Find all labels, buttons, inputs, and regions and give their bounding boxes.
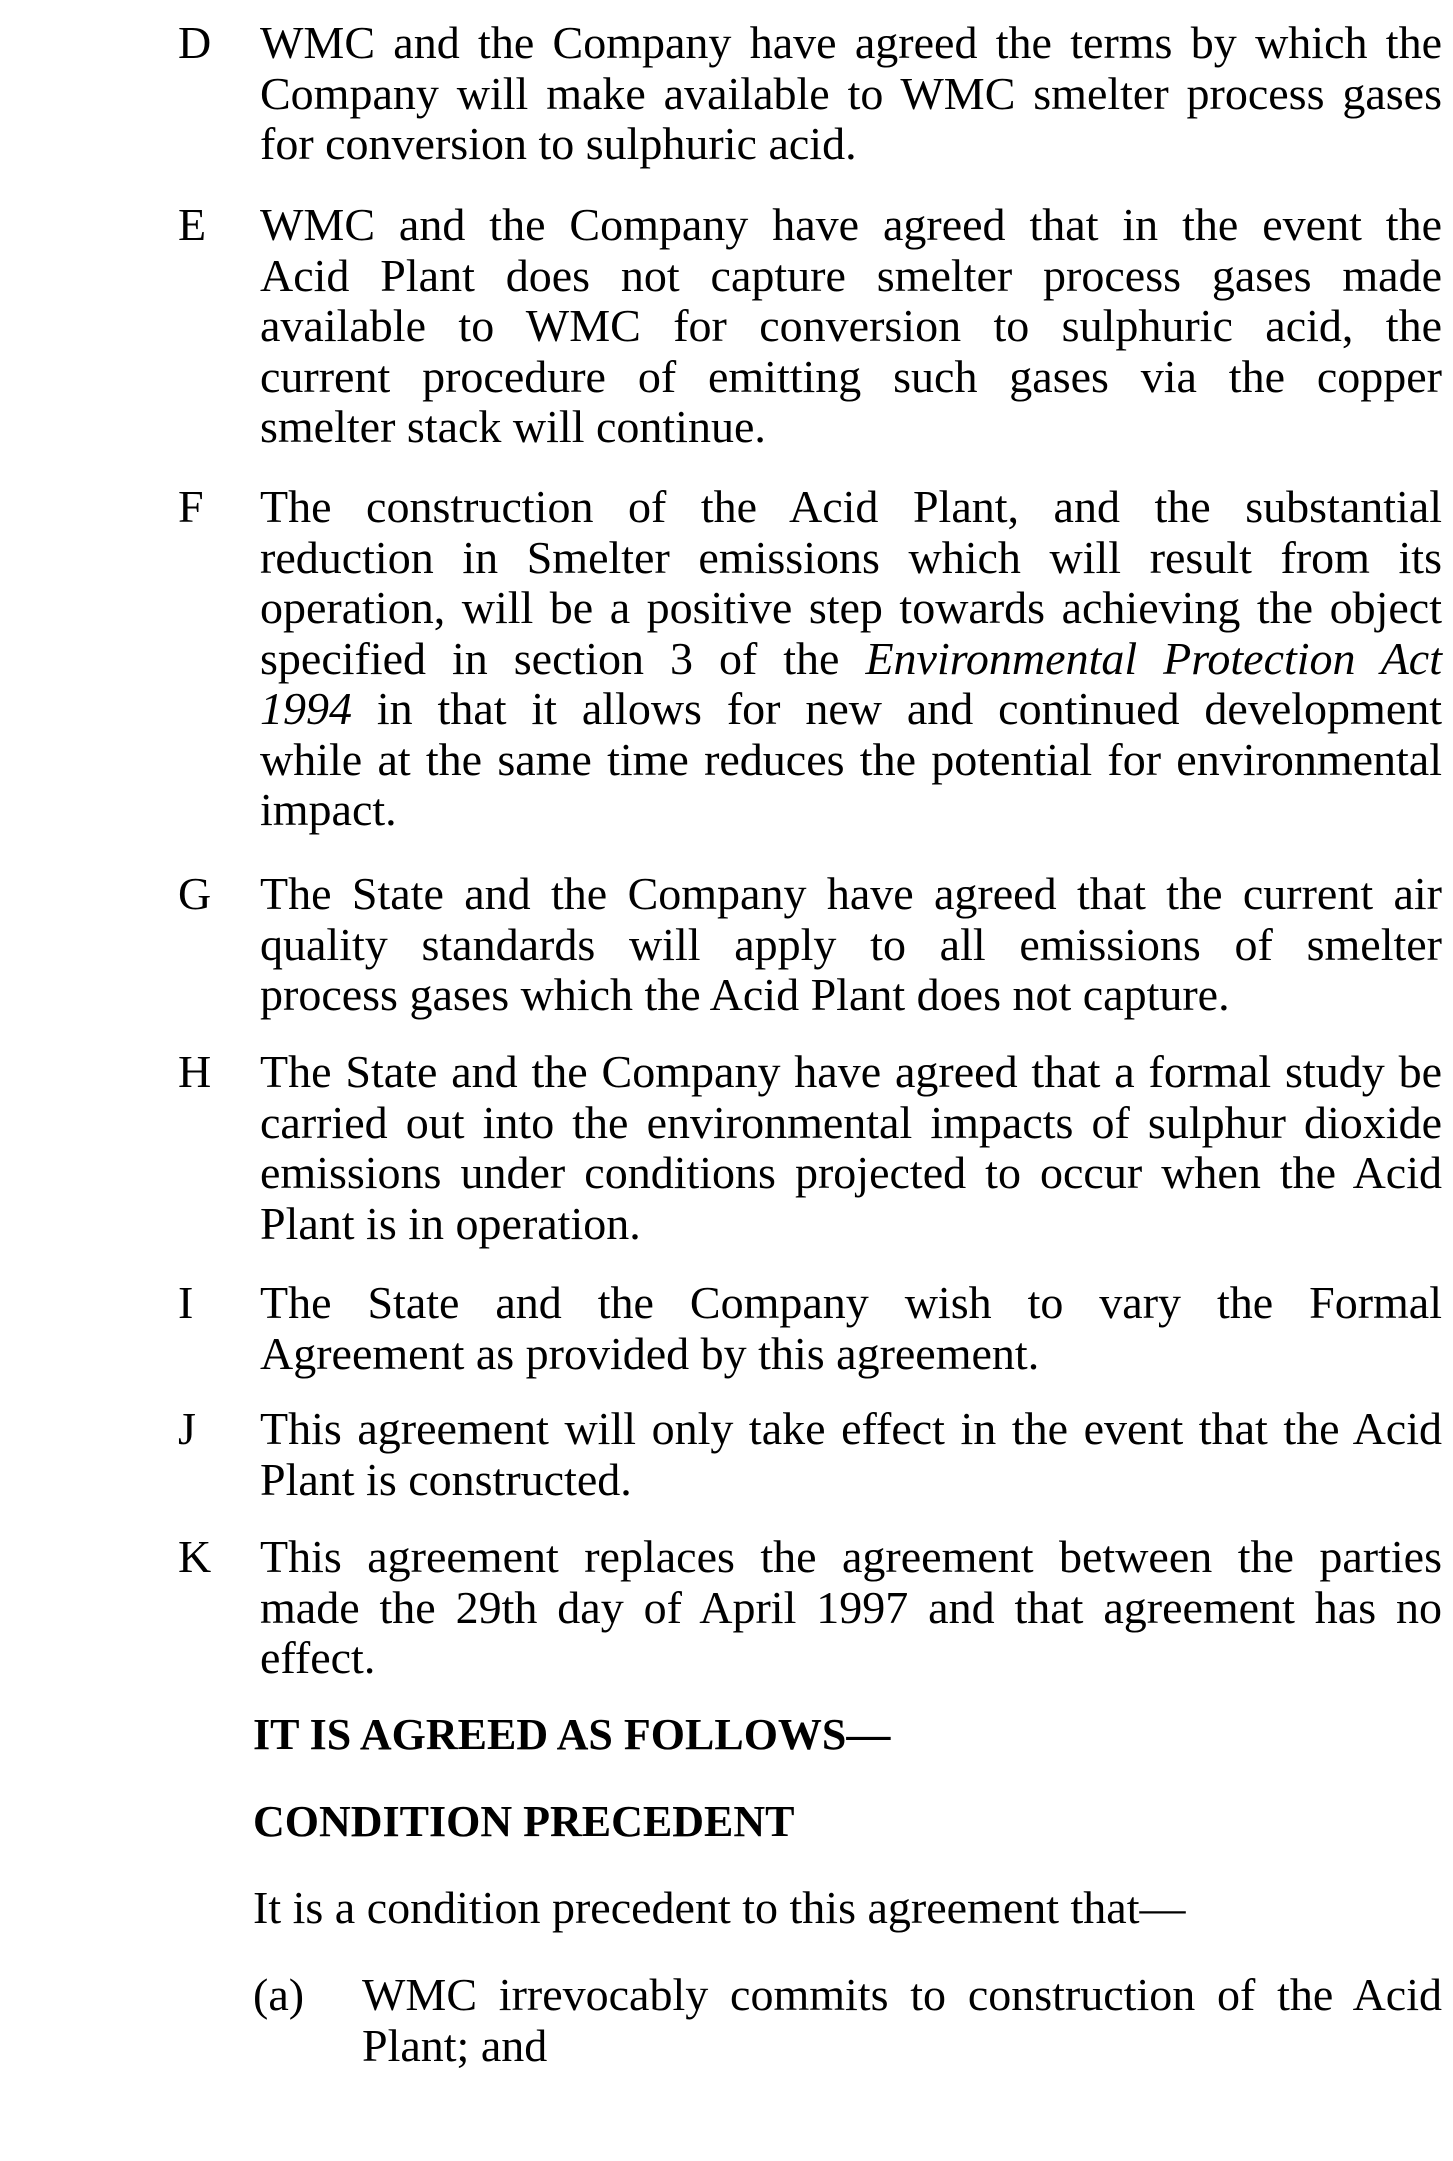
text-line: Acid Plant does not capture smelter process gases made <box>260 249 1442 301</box>
text-line: The construction of the Acid Plant, and the substantial <box>260 481 1442 532</box>
text-line: effect. <box>260 1632 376 1683</box>
text-line <box>260 634 1442 685</box>
recital-letter: K <box>178 1531 212 1582</box>
text-line: made the 29th day of April 1997 and that agreement has no <box>260 1581 1442 1633</box>
recital-text <box>260 18 1442 170</box>
item-label: (a) <box>253 1969 305 2020</box>
recital-text <box>260 482 1442 836</box>
recital-letter: D <box>178 17 212 68</box>
text-line: WMC and the Company have agreed that in the event the <box>260 199 1442 250</box>
recital-letter: J <box>178 1403 196 1454</box>
recital-letter: I <box>178 1277 194 1328</box>
text-line: Agreement as provided by this agreement. <box>260 1327 1040 1379</box>
text-line <box>260 684 1442 735</box>
text-line: smelter stack will continue. <box>260 401 766 452</box>
text-line: The State and the Company have agreed that a formal study be <box>260 1046 1442 1097</box>
text-line: operation, will be a positive step towards achieving the object <box>260 582 1442 633</box>
recital-text <box>260 1047 1442 1249</box>
recital-text <box>260 1404 1442 1505</box>
text-line: reduction in Smelter emissions which will result from its <box>260 531 1442 583</box>
text-line: Plant is constructed. <box>260 1453 632 1505</box>
text-line: WMC and the Company have agreed the terms by which the <box>260 17 1442 68</box>
text-line: This agreement will only take effect in the event that the Acid <box>260 1403 1442 1454</box>
item-text <box>362 1970 1442 2071</box>
text-line: impact. <box>260 784 397 835</box>
text-line: The State and the Company wish to vary the Formal <box>260 1277 1442 1328</box>
act-year: 1994 <box>260 683 352 734</box>
text-fragment: in that it allows for new and continued development <box>376 683 1443 734</box>
text-line: for conversion to sulphuric acid. <box>260 118 857 169</box>
condition-precedent-heading: CONDITION PRECEDENT <box>253 1797 795 1846</box>
text-line: emissions under conditions projected to occur when the Acid <box>260 1147 1442 1198</box>
recital-text <box>260 1278 1442 1379</box>
text-line: WMC irrevocably commits to construction of the Acid <box>362 1969 1442 2020</box>
recital-letter: F <box>178 481 204 532</box>
recital-text <box>260 200 1442 453</box>
text-line: available to WMC for conversion to sulphuric acid, the <box>260 300 1442 351</box>
recital-letter: E <box>178 199 207 250</box>
recital-text <box>260 869 1442 1021</box>
text-line: Company will make available to WMC smelter process gases <box>260 67 1442 119</box>
text-line: Plant; and <box>362 2019 548 2071</box>
recital-text <box>260 1532 1442 1684</box>
text-line: Plant is in operation. <box>260 1197 641 1249</box>
text-line: current procedure of emitting such gases via the copper <box>260 350 1442 402</box>
agreed-heading: IT IS AGREED AS FOLLOWS— <box>253 1710 891 1759</box>
text-line: while at the same time reduces the potential for environmental <box>260 733 1442 785</box>
text-line: quality standards will apply to all emissions of smelter <box>260 918 1442 970</box>
text-line: The State and the Company have agreed that the current air <box>260 868 1442 919</box>
text-line: carried out into the environmental impacts of sulphur dioxide <box>260 1096 1442 1148</box>
recital-letter: H <box>178 1046 212 1097</box>
condition-intro: It is a condition precedent to this agreement that— <box>253 1882 1186 1933</box>
text-fragment: specified in section 3 of the <box>260 632 840 684</box>
act-title: Environmental Protection Act <box>865 632 1442 684</box>
recital-letter: G <box>178 868 212 919</box>
text-line: process gases which the Acid Plant does not capture. <box>260 969 1230 1020</box>
text-line: This agreement replaces the agreement between the parties <box>260 1531 1442 1582</box>
